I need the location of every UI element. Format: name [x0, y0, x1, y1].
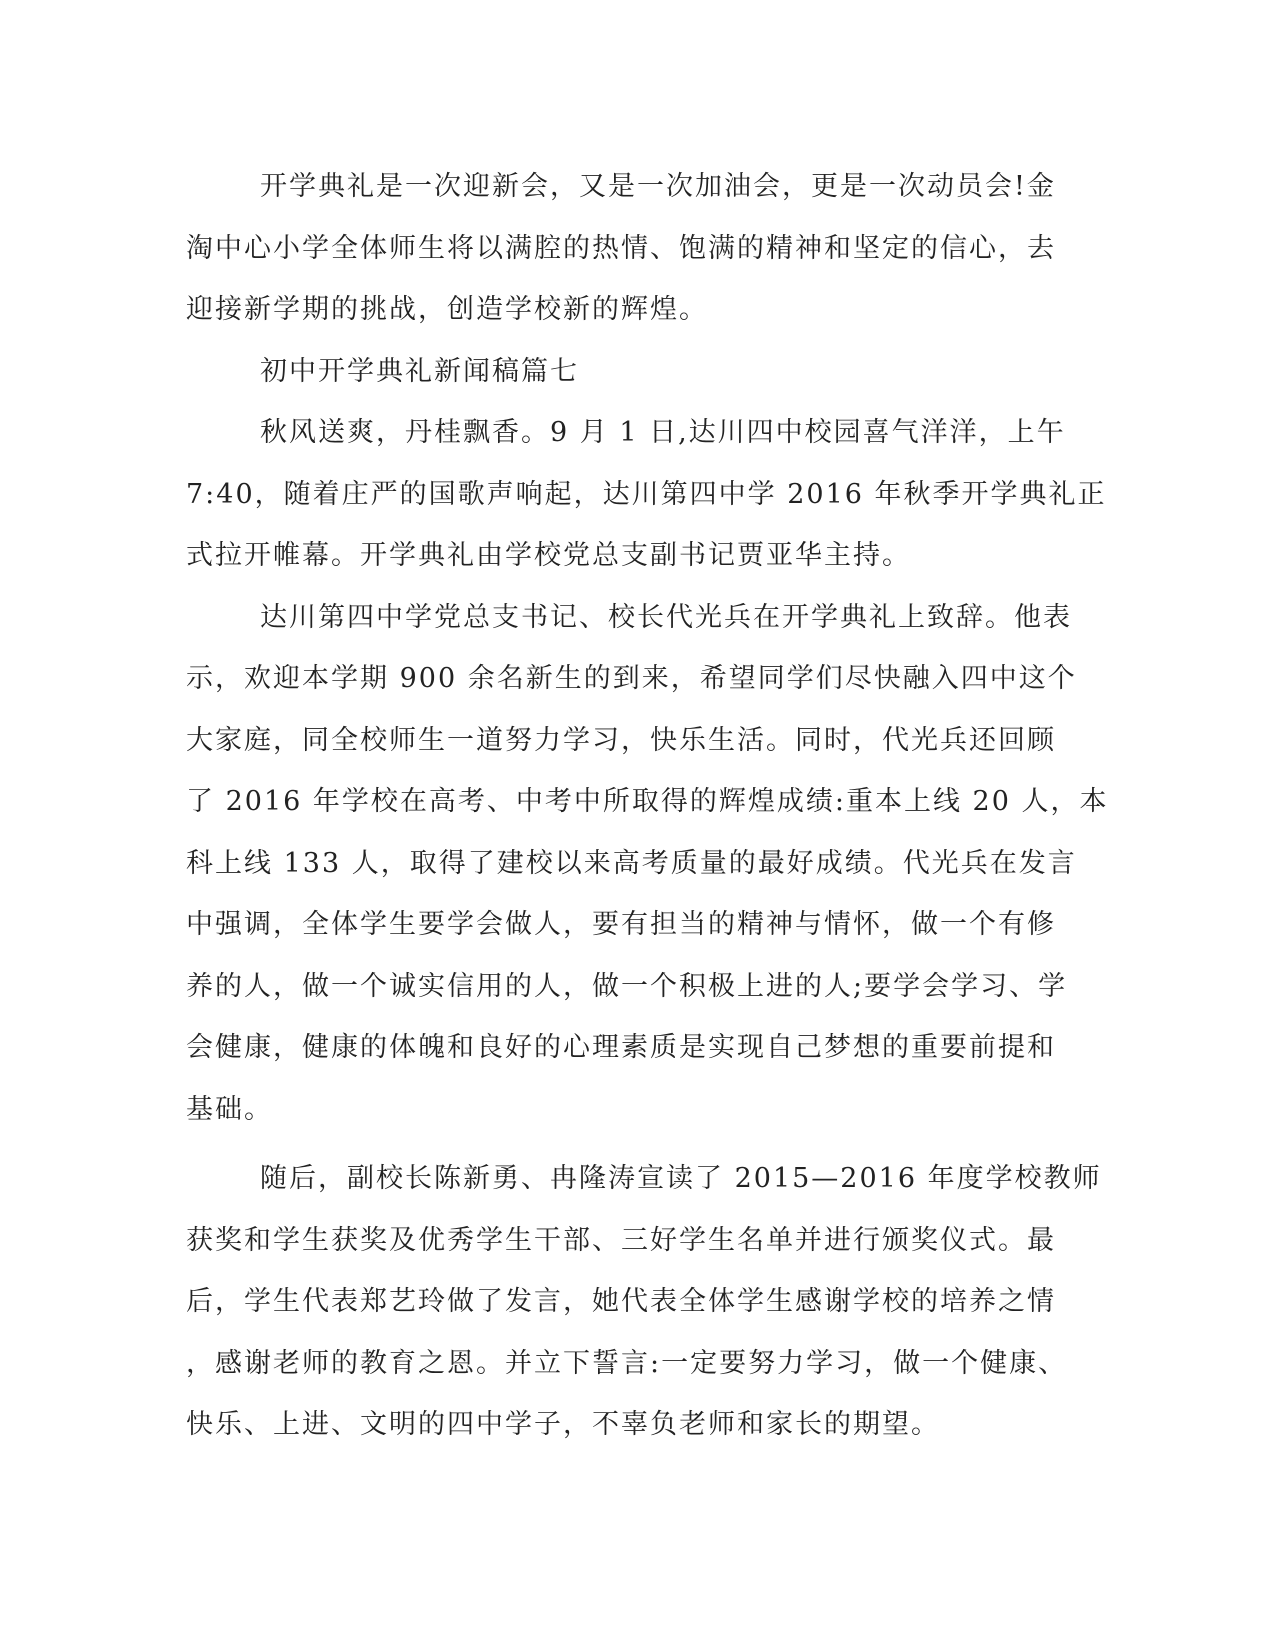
paragraph-3 — [186, 587, 1109, 1141]
paragraph-line: 式拉开帷幕。开学典礼由学校党总支副书记贾亚华主持。 — [186, 540, 911, 571]
paragraph-line: 大家庭，同全校师生一道努力学习，快乐生活。同时，代光兵还回顾 — [186, 724, 1056, 756]
paragraph-1 — [186, 156, 1056, 341]
paragraph-2 — [186, 402, 1107, 587]
paragraph-line: 达川第四中学党总支书记、校长代光兵在开学典礼上致辞。他表 — [260, 601, 1072, 633]
paragraph-line: 快乐、上进、文明的四中学子，不辜负老师和家长的期望。 — [186, 1409, 940, 1440]
paragraph-line: ，感谢老师的教育之恩。并立下誓言:一定要努力学习，做一个健康、 — [186, 1347, 1068, 1379]
paragraph-line: 示，欢迎本学期 900 余名新生的到来，希望同学们尽快融入四中这个 — [186, 663, 1077, 694]
section-heading-text: 初中开学典礼新闻稿篇七 — [260, 355, 579, 387]
paragraph-line: 开学典礼是一次迎新会，又是一次加油会，更是一次动员会!金 — [260, 171, 1056, 202]
paragraph-line: 获奖和学生获奖及优秀学生干部、三好学生名单并进行颁奖仪式。最 — [186, 1224, 1056, 1256]
paragraph-4 — [186, 1148, 1102, 1456]
paragraph-line: 基础。 — [186, 1093, 273, 1125]
document-body — [186, 156, 1109, 1456]
paragraph-line: 后，学生代表郑艺玲做了发言，她代表全体学生感谢学校的培养之情 — [186, 1286, 1056, 1317]
paragraph-line: 7:40，随着庄严的国歌声响起，达川第四中学 2016 年秋季开学典礼正 — [186, 478, 1107, 510]
paragraph-line: 会健康，健康的体魄和良好的心理素质是实现自己梦想的重要前提和 — [186, 1032, 1056, 1063]
paragraph-line: 了 2016 年学校在高考、中考中所取得的辉煌成绩:重本上线 20 人，本 — [186, 786, 1109, 817]
paragraph-line: 养的人，做一个诚实信用的人，做一个积极上进的人;要学会学习、学 — [186, 970, 1068, 1002]
paragraph-line: 迎接新学期的挑战，创造学校新的辉煌。 — [186, 294, 708, 325]
paragraph-line: 中强调，全体学生要学会做人，要有担当的精神与情怀，做一个有修 — [186, 909, 1056, 940]
section-heading — [186, 341, 1056, 403]
paragraph-line: 秋风送爽，丹桂飘香。9 月 1 日,达川四中校园喜气洋洋，上午 — [260, 417, 1066, 448]
paragraph-line: 随后，副校长陈新勇、冉隆涛宣读了 2015—2016 年度学校教师 — [260, 1163, 1102, 1194]
paragraph-line: 科上线 133 人，取得了建校以来高考质量的最好成绩。代光兵在发言 — [186, 847, 1077, 879]
paragraph-line: 淘中心小学全体师生将以满腔的热情、饱满的精神和坚定的信心，去 — [186, 232, 1056, 264]
